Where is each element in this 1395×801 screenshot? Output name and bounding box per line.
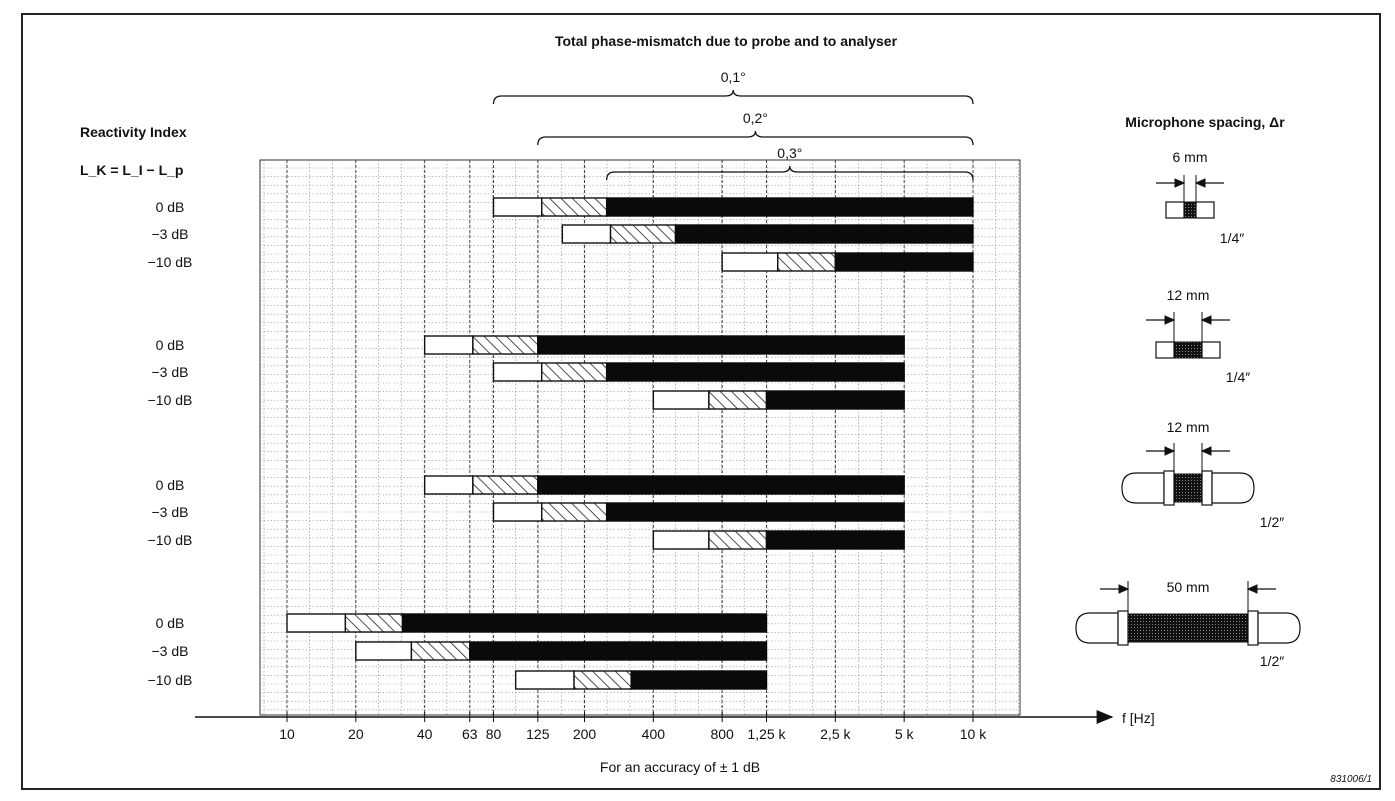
- chart-footer: For an accuracy of ± 1 dB: [599, 759, 761, 775]
- x-tick-label: 63: [461, 726, 478, 742]
- x-tick-label: 200: [572, 726, 597, 742]
- bar-segment-0-3-degree: [607, 198, 973, 216]
- mic-capsule-left: [1166, 202, 1184, 218]
- x-tick-label: 2,5 k: [820, 726, 851, 742]
- mic-collar-right: [1248, 611, 1258, 645]
- bar-segment-0-1-degree: [425, 336, 473, 354]
- mic-body-left: [1122, 473, 1164, 503]
- bar-segment-0-1-degree: [494, 198, 542, 216]
- x-tick-label: 1,25 k: [747, 726, 786, 742]
- mic-body-left: [1076, 613, 1118, 643]
- row-label: 0 dB: [155, 477, 185, 493]
- bar-segment-0-1-degree: [653, 391, 709, 409]
- row-label: 0 dB: [155, 199, 185, 215]
- reactivity-index-title: Reactivity Index: [80, 124, 187, 140]
- bar-segment-0-2-degree: [611, 225, 676, 243]
- bar-segment-0-2-degree: [778, 253, 836, 271]
- mic-spacing-label: 50 mm: [1166, 579, 1210, 595]
- x-tick-label: 10 k: [959, 726, 987, 742]
- row-label: −3 dB: [151, 364, 189, 380]
- x-axis-label: f [Hz]: [1122, 710, 1155, 726]
- reactivity-formula: L_K = L_I − L_p: [80, 162, 184, 178]
- mic-size-label: 1/4″: [1219, 230, 1245, 246]
- bar-segment-0-3-degree: [835, 253, 973, 271]
- bar-segment-0-3-degree: [675, 225, 973, 243]
- x-tick-label: 125: [526, 726, 550, 742]
- mic-body-right: [1212, 473, 1254, 503]
- microphone-column-title: Microphone spacing, Δr: [1125, 114, 1285, 130]
- row-label: −10 dB: [147, 392, 193, 408]
- mic-collar-left: [1164, 471, 1174, 505]
- bar-segment-0-2-degree: [542, 503, 607, 521]
- phase-range-label: 0,3°: [777, 145, 803, 161]
- row-label: −3 dB: [151, 504, 189, 520]
- mic-spacing-label: 12 mm: [1166, 419, 1210, 435]
- mic-capsule-right: [1202, 342, 1220, 358]
- row-label: −10 dB: [147, 254, 193, 270]
- bar-segment-0-1-degree: [494, 363, 542, 381]
- mic-spacing-label: 6 mm: [1172, 149, 1208, 165]
- bar-segment-0-3-degree: [538, 476, 904, 494]
- bar-segment-0-2-degree: [574, 671, 631, 689]
- bar-segment-0-2-degree: [709, 391, 767, 409]
- x-tick-label: 20: [348, 726, 364, 742]
- mic-collar-left: [1118, 611, 1128, 645]
- bar-segment-0-2-degree: [709, 531, 767, 549]
- x-tick-label: 800: [710, 726, 734, 742]
- phase-range-label: 0,1°: [720, 69, 746, 85]
- x-tick-label: 400: [641, 726, 666, 742]
- bar-segment-0-2-degree: [542, 198, 607, 216]
- mic-size-label: 1/2″: [1259, 653, 1285, 669]
- row-label: −3 dB: [151, 226, 189, 242]
- bar-segment-0-1-degree: [287, 614, 345, 632]
- mic-size-label: 1/2″: [1259, 514, 1285, 530]
- bar-segment-0-2-degree: [542, 363, 607, 381]
- bar-segment-0-2-degree: [473, 476, 538, 494]
- x-tick-label: 40: [416, 726, 433, 742]
- bar-segment-0-1-degree: [516, 671, 574, 689]
- phase-range-brace: [494, 90, 973, 104]
- bar-segment-0-2-degree: [411, 642, 469, 660]
- bar-segment-0-2-degree: [473, 336, 538, 354]
- bar-segment-0-1-degree: [356, 642, 412, 660]
- row-label: −3 dB: [151, 643, 189, 659]
- mic-body-right: [1258, 613, 1300, 643]
- bar-segment-0-1-degree: [722, 253, 778, 271]
- x-tick-label: 10: [279, 726, 295, 742]
- bar-segment-0-1-degree: [494, 503, 542, 521]
- mic-spacer: [1174, 474, 1202, 502]
- bar-segment-0-3-degree: [607, 503, 905, 521]
- mic-spacing-label: 12 mm: [1166, 287, 1210, 303]
- mic-capsule-left: [1156, 342, 1174, 358]
- phase-range-brace: [538, 131, 973, 145]
- mic-collar-right: [1202, 471, 1212, 505]
- row-label: 0 dB: [155, 615, 185, 631]
- mic-capsule-right: [1196, 202, 1214, 218]
- bar-segment-0-3-degree: [538, 336, 904, 354]
- bar-segment-0-1-degree: [425, 476, 473, 494]
- microphone-column: [1076, 149, 1300, 669]
- bar-segment-0-1-degree: [653, 531, 709, 549]
- mic-spacer: [1184, 202, 1196, 218]
- x-tick-label: 80: [485, 726, 502, 742]
- chart-title: Total phase-mismatch due to probe and to analyser: [554, 33, 898, 49]
- mic-spacer: [1174, 342, 1202, 358]
- phase-range-label: 0,2°: [742, 110, 768, 126]
- row-label: −10 dB: [147, 532, 193, 548]
- bar-segment-0-3-degree: [607, 363, 905, 381]
- bar-segment-0-1-degree: [562, 225, 610, 243]
- mic-spacer: [1128, 614, 1248, 642]
- bar-segment-0-3-degree: [403, 614, 767, 632]
- frequency-axis: [195, 712, 1112, 742]
- bar-segment-0-3-degree: [631, 671, 766, 689]
- x-tick-label: 5 k: [894, 726, 914, 742]
- bar-segment-0-3-degree: [766, 391, 904, 409]
- row-label: 0 dB: [155, 337, 185, 353]
- bar-segment-0-3-degree: [766, 531, 904, 549]
- figure-code: 831006/1: [1330, 774, 1372, 785]
- mic-size-label: 1/4″: [1225, 369, 1251, 385]
- bar-segment-0-2-degree: [345, 614, 402, 632]
- bar-segment-0-3-degree: [470, 642, 767, 660]
- row-label: −10 dB: [147, 672, 193, 688]
